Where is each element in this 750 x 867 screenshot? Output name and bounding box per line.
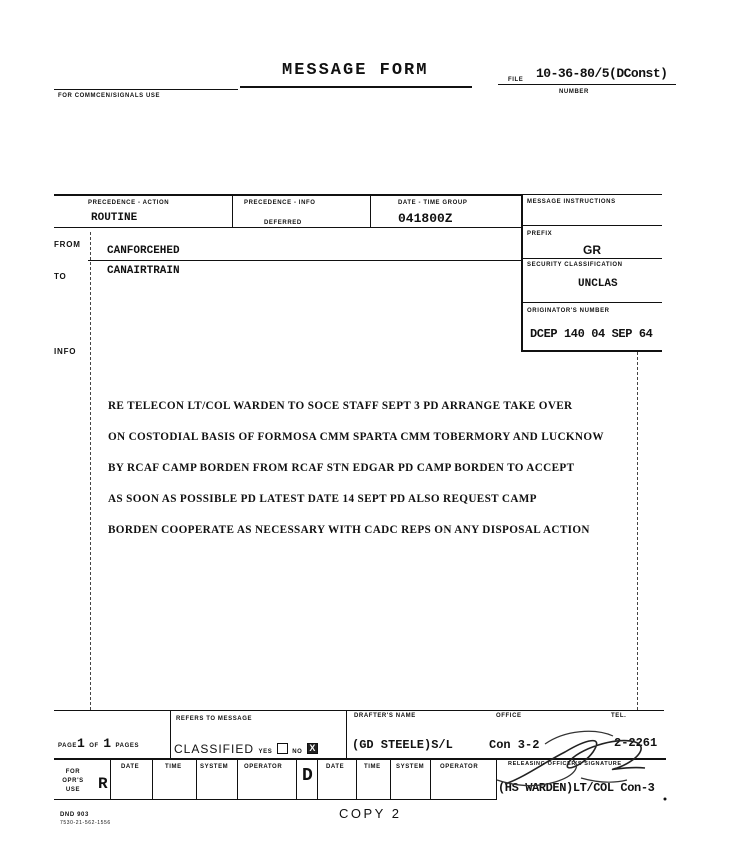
instructions-bottom — [522, 225, 662, 226]
time-label-2: TIME — [364, 764, 381, 770]
prec-divider-2 — [370, 195, 371, 227]
operator-label-1: OPERATOR — [244, 764, 283, 770]
form-title: MESSAGE FORM — [282, 61, 429, 80]
commcen-rule — [54, 89, 238, 90]
time-label-1: TIME — [165, 764, 182, 770]
body-line-1: RE TELECON LT/COL WARDEN TO SOCE STAFF SEPT 3 PD ARRANGE TAKE OVER — [108, 400, 573, 412]
opr-divider-5 — [296, 759, 297, 799]
from-rule — [88, 260, 521, 261]
message-instructions-label: MESSAGE INSTRUCTIONS — [527, 199, 616, 205]
instructions-top-border — [522, 194, 662, 195]
number-label: NUMBER — [559, 89, 589, 95]
precedence-action-value: ROUTINE — [91, 212, 138, 224]
date-label-2: DATE — [326, 764, 345, 770]
d-mark: D — [302, 766, 313, 786]
precedence-info-value: DEFERRED — [264, 220, 302, 226]
message-body — [108, 400, 636, 555]
opr-divider-7 — [356, 759, 357, 799]
footer-divider-1 — [170, 711, 171, 758]
copy-label: COPY 2 — [339, 806, 402, 821]
commcen-label: FOR COMMCEN/SIGNALS USE — [58, 93, 161, 99]
title-underline — [240, 86, 472, 88]
of-label: OF — [89, 743, 99, 749]
to-label: TO — [54, 272, 67, 281]
precedence-info-label: PRECEDENCE - INFO — [244, 200, 316, 206]
opr-divider-3 — [196, 759, 197, 799]
from-label: FROM — [54, 240, 81, 249]
precedence-row-bottom — [54, 227, 522, 228]
body-line-2: ON COSTODIAL BASIS OF FORMOSA CMM SPARTA CMM TOBERMORY AND LUCKNOW — [108, 431, 604, 443]
originator-number-value: DCEP 140 04 SEP 64 — [530, 327, 653, 341]
form-top-border — [54, 194, 522, 196]
security-classification-value: UNCLAS — [578, 278, 618, 290]
drafter-name-label: DRAFTER'S NAME — [354, 713, 416, 719]
releasing-officer-label: RELEASING OFFICER'S SIGNATURE — [508, 761, 622, 767]
footer-top-border — [54, 710, 664, 711]
classified-field — [174, 740, 318, 758]
file-number: 10-36-80/5(DConst) — [536, 66, 668, 81]
right-panel-left-border — [521, 194, 523, 352]
dtg-label: DATE - TIME GROUP — [398, 200, 468, 206]
opr-divider-8 — [390, 759, 391, 799]
page-count — [58, 734, 139, 752]
footer-bottom-border — [54, 799, 497, 800]
file-number-rule — [498, 84, 676, 85]
page-number: 1 — [76, 736, 85, 751]
no-label: NO — [292, 749, 303, 755]
opr-divider-1 — [110, 759, 111, 799]
no-checkbox-mark: X — [309, 743, 316, 754]
right-margin-line — [637, 352, 638, 710]
info-label: INFO — [54, 347, 77, 356]
pages-total: 1 — [103, 736, 112, 751]
classified-no-checkbox[interactable] — [307, 743, 318, 754]
dtg-value: 041800Z — [398, 211, 453, 226]
prefix-label: PREFIX — [527, 231, 553, 237]
file-prefix-label: FILE — [508, 77, 524, 83]
opr-divider-4 — [237, 759, 238, 799]
precedence-action-label: PRECEDENCE - ACTION — [88, 200, 170, 206]
classified-yes-checkbox[interactable] — [277, 743, 288, 754]
prec-divider-1 — [232, 195, 233, 227]
page-label: PAGE — [58, 743, 77, 749]
form-number: DND 903 — [60, 812, 89, 818]
classified-label: CLASSIFIED — [174, 742, 255, 756]
to-value: CANAIRTRAIN — [107, 265, 180, 277]
drafter-name-value: (GD STEELE)S/L — [352, 738, 453, 752]
right-panel-bottom — [521, 350, 662, 352]
for-oprs-use-label: FOR OPR'S USE — [62, 769, 84, 793]
footer-divider-2 — [346, 711, 347, 758]
yes-label: YES — [258, 749, 273, 755]
security-bottom — [522, 302, 662, 303]
refers-to-message-label: REFERS TO MESSAGE — [176, 716, 253, 722]
security-classification-label: SECURITY CLASSIFICATION — [527, 262, 623, 268]
date-label-1: DATE — [121, 764, 140, 770]
tel-label: TEL. — [611, 713, 627, 719]
signature-scribble — [485, 722, 670, 802]
body-line-4: AS SOON AS POSSIBLE PD LATEST DATE 14 SEPT PD ALSO REQUEST CAMP — [108, 493, 537, 505]
operator-label-2: OPERATOR — [440, 764, 479, 770]
prefix-bottom — [522, 258, 662, 259]
system-label-1: SYSTEM — [200, 764, 229, 770]
opr-divider-6 — [317, 759, 318, 799]
originator-number-label: ORIGINATOR'S NUMBER — [527, 308, 610, 314]
body-line-5: BORDEN COOPERATE AS NECESSARY WITH CADC REPS ON ANY DISPOSAL ACTION — [108, 524, 590, 536]
opr-divider-9 — [430, 759, 431, 799]
pages-label: PAGES — [115, 743, 140, 749]
from-value: CANFORCEHED — [107, 245, 180, 257]
office-value: Con 3-2 — [489, 738, 540, 752]
prefix-value: GR — [583, 243, 601, 257]
stock-number: 7530-21-562-1556 — [60, 820, 111, 826]
office-label: OFFICE — [496, 713, 522, 719]
releasing-officer-value: (HS WARDEN)LT/COL Con-3 — [498, 781, 655, 795]
opr-divider-2 — [152, 759, 153, 799]
body-line-3: BY RCAF CAMP BORDEN FROM RCAF STN EDGAR PD CAMP BORDEN TO ACCEPT — [108, 462, 575, 474]
tel-value: 2-2261 — [614, 736, 658, 750]
system-label-2: SYSTEM — [396, 764, 425, 770]
r-mark: R — [98, 775, 108, 793]
left-margin-line — [90, 232, 91, 710]
